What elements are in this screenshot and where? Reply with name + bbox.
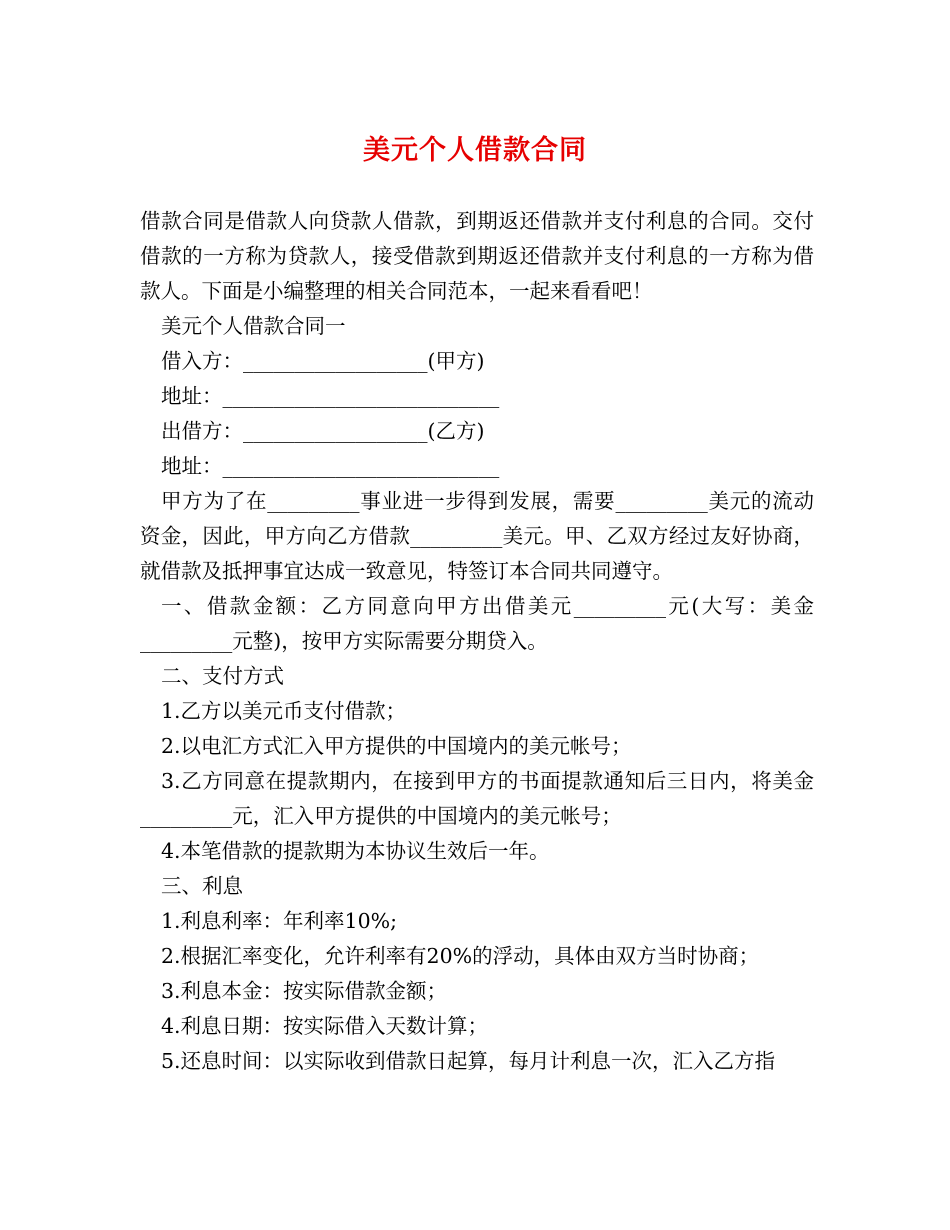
payment-item: 3.乙方同意在提款期内，在接到甲方的书面提款通知后三日内，将美金_________元，汇入甲方提供的中国境内的美元帐号； [140,769,814,828]
interest-item: 2.根据汇率变化，允许利率有20%的浮动，具体由双方当时协商； [161,944,760,968]
interest-item: 5.还息时间：以实际收到借款日起算，每月计利息一次，汇入乙方指 [161,1049,776,1073]
section-interest-heading: 三、利息 [161,874,243,898]
contract-subtitle: 美元个人借款合同一 [161,314,346,338]
borrower-line: 借入方：__________________(甲方) [161,349,485,373]
document-body [140,204,814,1079]
section-payment-heading: 二、支付方式 [161,664,284,688]
payment-item: 1.乙方以美元币支付借款； [161,699,407,723]
interest-item: 1.利息利率：年利率10%; [161,909,398,933]
interest-item: 4.利息日期：按实际借入天数计算； [161,1014,489,1038]
payment-item: 2.以电汇方式汇入甲方提供的中国境内的美元帐号； [161,734,632,758]
lender-line: 出借方：__________________(乙方) [161,419,485,443]
interest-item: 3.利息本金：按实际借款金额； [161,979,448,1003]
section-loan-amount: 一、借款金额：乙方同意向甲方出借美元_________元(大写：美金_________元整)，按甲方实际需要分期贷入。 [140,594,814,653]
borrower-address-line: 地址：___________________________ [161,384,500,408]
intro-paragraph: 借款合同是借款人向贷款人借款，到期返还借款并支付利息的合同。交付借款的一方称为贷款人，接受借款到期返还借款并支付利息的一方称为借款人。下面是小编整理的相关合同范本，一起来看看吧！ [140,209,814,303]
lender-address-line: 地址：___________________________ [161,454,500,478]
document-title: 美元个人借款合同 [363,135,587,166]
purpose-paragraph: 甲方为了在_________事业进一步得到发展，需要_________美元的流动资金，因此，甲方向乙方借款_________美元。甲、乙双方经过友好协商，就借款及抵押事宜达成一致意见，特签订本合同共同遵守。 [140,489,814,583]
payment-item: 4.本笔借款的提款期为本协议生效后一年。 [161,839,550,863]
